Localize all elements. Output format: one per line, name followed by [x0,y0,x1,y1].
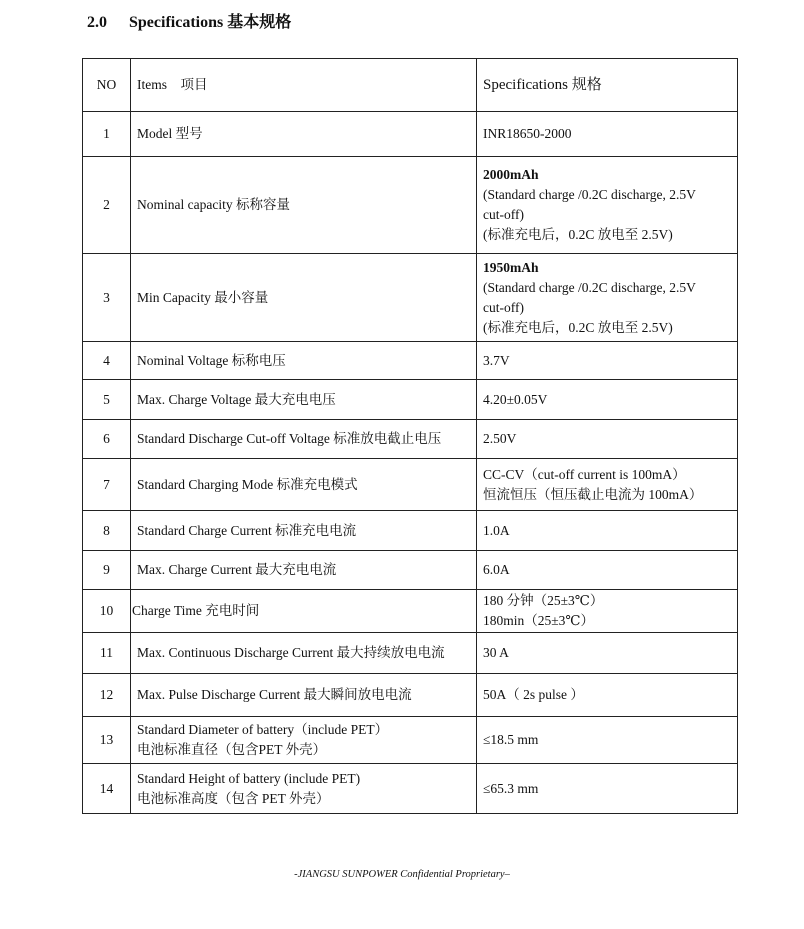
table-row [83,342,738,380]
spec-capacity-value: 2000mAh [483,167,539,182]
table-row [83,590,738,633]
spec-cell [477,590,738,633]
item-cell: Min Capacity 最小容量 [131,254,477,342]
row-number: 8 [83,511,131,551]
item-cell: Standard Charging Mode 标准充电模式 [131,459,477,511]
item-line: 电池标准直径（包含PET 外壳） [137,742,327,757]
section-number: 2.0 [87,14,107,31]
table-row [83,254,738,342]
table-row [83,112,738,157]
row-number: 12 [83,674,131,717]
table-row [83,674,738,717]
table-row [83,511,738,551]
row-number: 10 [83,590,131,633]
table-row [83,551,738,590]
section-title: Specifications 基本规格 [129,14,292,31]
item-line: Standard Height of battery (include PET) [137,770,361,786]
table-row [83,633,738,674]
item-cell: Charge Time 充电时间 [131,590,477,633]
header-specifications-label: Specifications 规格 [483,77,602,93]
spec-cell [477,459,738,511]
table-row [83,459,738,511]
item-cell: Nominal capacity 标称容量 [131,157,477,254]
spec-cell [477,420,738,459]
table-row [83,157,738,254]
item-cell: Nominal Voltage 标称电压 [131,342,477,380]
spec-line: 180min（25±3℃） [483,613,595,628]
table-header-row [83,59,738,112]
spec-line: (标准充电后，0.2C 放电至 2.5V) [483,319,673,335]
table-row [83,420,738,459]
page-footer: -JIANGSU SUNPOWER Confidential Proprietary– [294,869,510,880]
spec-line: (Standard charge /0.2C discharge, 2.5V [483,187,696,202]
spec-cell [477,511,738,551]
row-number: 13 [83,717,131,764]
row-number: 4 [83,342,131,380]
spec-line: 6.0A [483,562,510,577]
spec-line: 180 分钟（25±3℃） [483,593,604,608]
row-number: 3 [83,254,131,342]
spec-line: 30 A [483,645,509,660]
item-cell [131,764,477,814]
spec-line: 1.0A [483,522,510,538]
row-number: 7 [83,459,131,511]
table-row [83,764,738,814]
header-items: Items 项目 [131,59,477,112]
spec-line: ≤65.3 mm [483,780,539,796]
section-heading [87,9,291,32]
table-row [83,717,738,764]
specifications-table [82,58,738,814]
row-number: 2 [83,157,131,254]
item-cell: Max. Pulse Discharge Current 最大瞬间放电电流 [131,674,477,717]
item-cell: Max. Charge Voltage 最大充电电压 [131,380,477,420]
header-specifications [477,59,738,112]
spec-line: ≤18.5 mm [483,732,539,747]
spec-line: 50A（ 2s pulse ） [483,687,584,702]
spec-line: INR18650-2000 [483,126,572,141]
spec-cell [477,254,738,342]
spec-capacity-value: 1950mAh [483,259,539,275]
spec-line: 恒流恒压（恒压截止电流为 100mA） [483,486,703,502]
item-cell: Max. Continuous Discharge Current 最大持续放电电流 [131,633,477,674]
table-row [83,380,738,420]
spec-line: 4.20±0.05V [483,391,548,407]
spec-cell [477,342,738,380]
spec-line: 3.7V [483,352,510,368]
spec-cell [477,764,738,814]
item-cell [131,717,477,764]
row-number: 6 [83,420,131,459]
spec-cell [477,633,738,674]
spec-line: (Standard charge /0.2C discharge, 2.5V [483,279,696,295]
spec-line: cut-off) [483,299,524,315]
spec-line: CC-CV（cut-off current is 100mA） [483,466,686,482]
row-number: 9 [83,551,131,590]
header-no: NO [83,59,131,112]
item-line: 电池标准高度（包含 PET 外壳） [137,790,330,806]
item-cell: Max. Charge Current 最大充电电流 [131,551,477,590]
row-number: 5 [83,380,131,420]
item-cell: Model 型号 [131,112,477,157]
item-cell: Standard Discharge Cut-off Voltage 标准放电截止电压 [131,420,477,459]
row-number: 14 [83,764,131,814]
spec-cell [477,551,738,590]
spec-cell [477,717,738,764]
row-number: 1 [83,112,131,157]
spec-line: (标准充电后，0.2C 放电至 2.5V) [483,227,673,242]
spec-line: 2.50V [483,431,517,446]
spec-line: cut-off) [483,207,524,222]
item-cell: Standard Charge Current 标准充电电流 [131,511,477,551]
spec-cell [477,674,738,717]
spec-cell [477,112,738,157]
spec-cell [477,157,738,254]
item-line: Standard Diameter of battery（include PET） [137,722,389,737]
row-number: 11 [83,633,131,674]
spec-cell [477,380,738,420]
